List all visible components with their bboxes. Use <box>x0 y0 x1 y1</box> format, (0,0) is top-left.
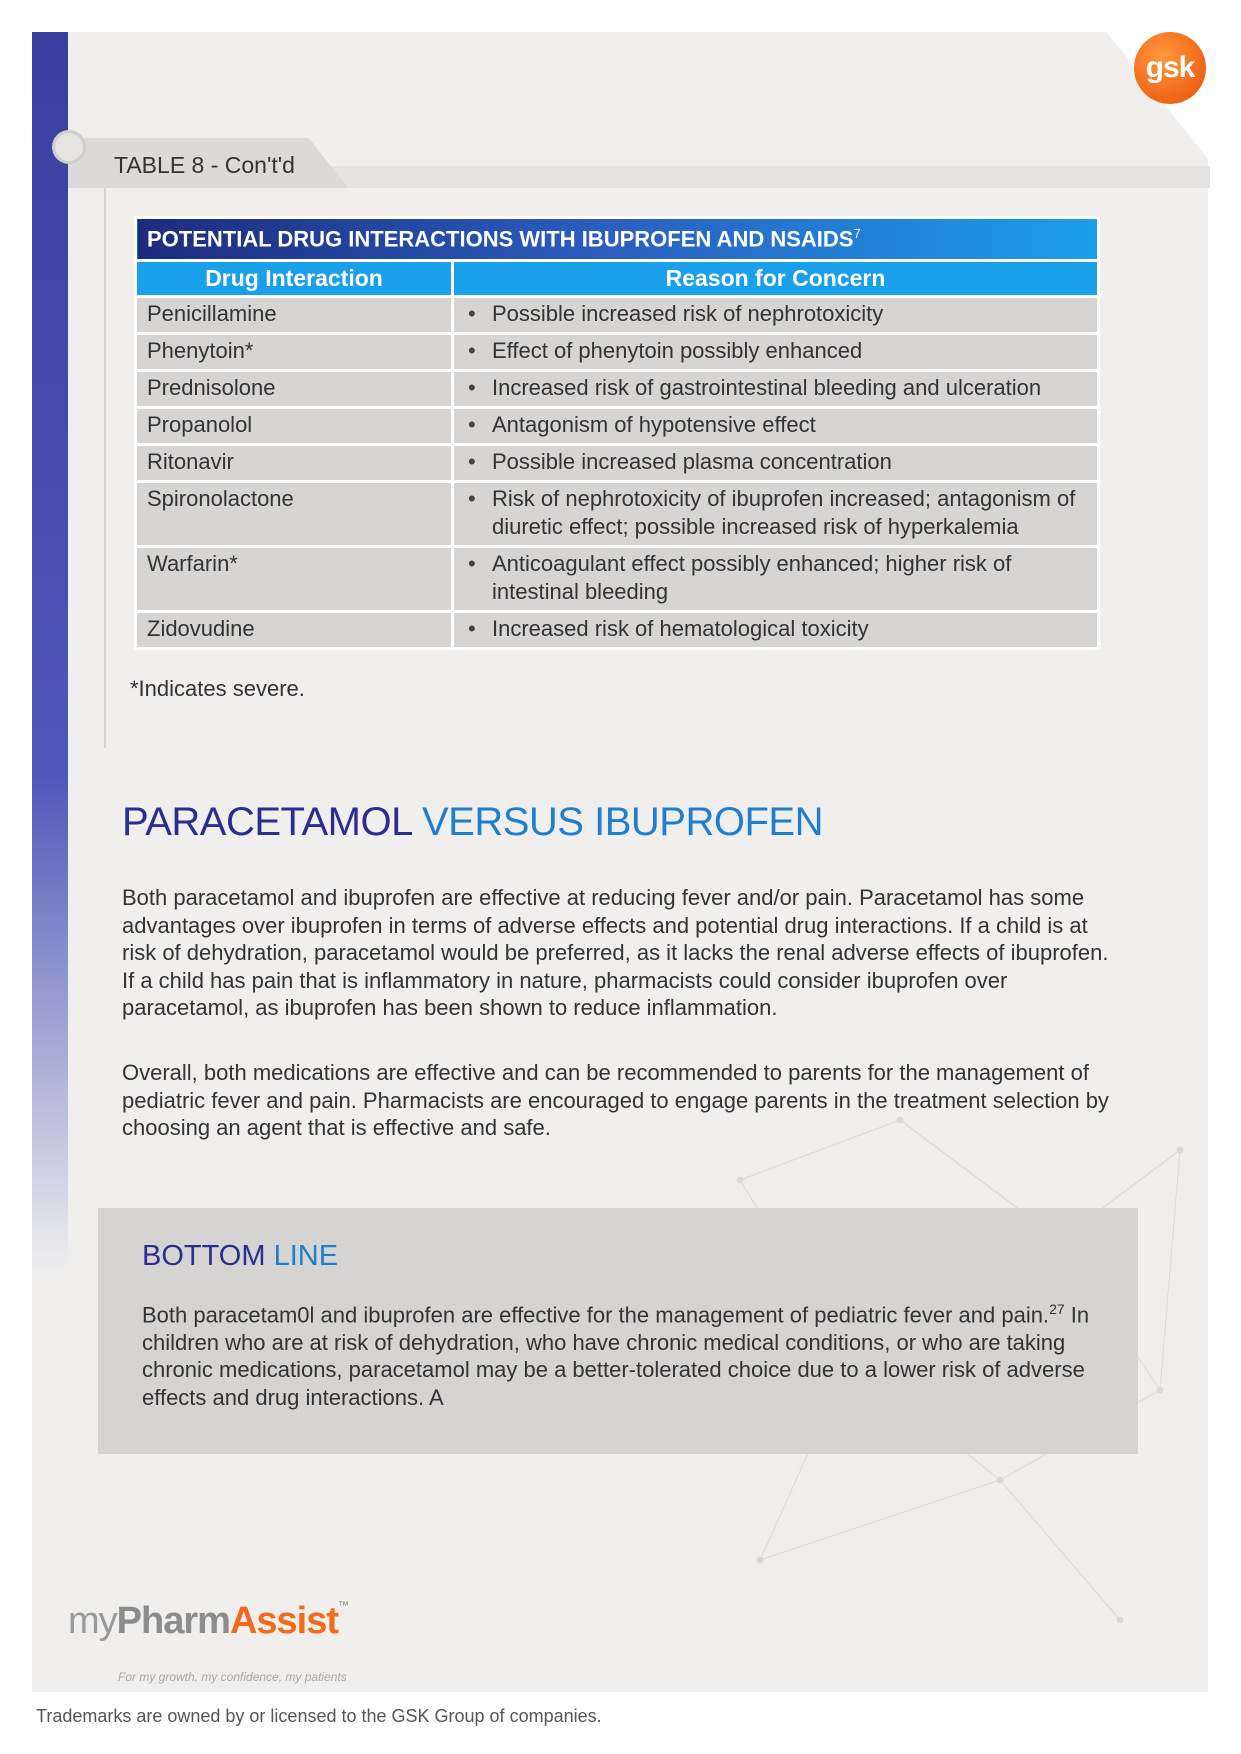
bottom-line-title-part1: BOTTOM <box>142 1240 274 1272</box>
bottom-line-ref: 27 <box>1049 1301 1065 1317</box>
table-row <box>136 482 1099 547</box>
table-title-ref: 7 <box>853 226 861 241</box>
table-title <box>136 218 1099 261</box>
reason-cell: • Possible increased plasma concentration <box>453 445 1099 482</box>
brand-pharm: Pharm <box>116 1600 230 1642</box>
reason-cell: • Increased risk of hematological toxicity <box>453 612 1099 649</box>
gsk-logo <box>1134 32 1206 104</box>
bottom-line-text-1: Both paracetam0l and ibuprofen are effective for the management of pediatric fever and pain. <box>142 1302 1050 1328</box>
table-caption: TABLE 8 - Con't'd <box>114 152 295 178</box>
reason-cell: • Anticoagulant effect possibly enhanced; higher risk of intestinal bleeding <box>453 547 1099 612</box>
bottom-line-text <box>142 1296 1102 1411</box>
trademark-notice: Trademarks are owned by or licensed to the GSK Group of companies. <box>36 1706 602 1726</box>
table-row <box>136 371 1099 408</box>
table-row <box>136 334 1099 371</box>
table-footnote: *Indicates severe. <box>130 676 305 701</box>
bottom-line-text-2: In children who are at risk of dehydration, who have chronic medical conditions, or who are taking chronic medications, paracetamol may be a better-tolerated choice due to a lower risk of adverse effects and drug interactions. A <box>142 1302 1090 1410</box>
drug-interactions-table <box>134 216 1100 650</box>
pin-circle-icon <box>52 130 86 164</box>
table-row <box>136 547 1099 612</box>
section-paragraph-2: Overall, both medications are effective and can be recommended to parents for the management of pediatric fever and pain. Pharmacists are encouraged to engage parents in the treatment selection by choosing an agent that is effective and safe. <box>122 1060 1109 1140</box>
brand-tm: ™ <box>338 1600 348 1612</box>
column-header-drug: Drug Interaction <box>136 261 453 297</box>
section-title-part1: PARACETAMOL <box>122 800 422 844</box>
reason-cell: • Risk of nephrotoxicity of ibuprofen increased; antagonism of diuretic effect; possible increased risk of hyperkalemia <box>453 482 1099 547</box>
drug-cell: Warfarin* <box>136 547 453 612</box>
section-paragraph-1: Both paracetamol and ibuprofen are effective at reducing fever and/or pain. Paracetamol has some advantages over ibuprofen in terms of adverse effects and potential drug interactions. If a child is at risk of dehydration, paracetamol would be preferred, as it lacks the renal adverse effects of ibuprofen. If a child has pain that is inflammatory in nature, pharmacists could consider ibuprofen over paracetamol, as ibuprofen has been shown to reduce inflammation. <box>122 885 1109 1020</box>
drug-cell: Ritonavir <box>136 445 453 482</box>
reason-cell: • Possible increased risk of nephrotoxicity <box>453 297 1099 334</box>
drug-cell: Spironolactone <box>136 482 453 547</box>
table-row <box>136 297 1099 334</box>
drug-cell: Prednisolone <box>136 371 453 408</box>
gsk-logo-text: gsk <box>1145 51 1195 84</box>
bottom-line-title <box>142 1240 338 1273</box>
side-accent-bar <box>32 32 68 1272</box>
table-row <box>136 408 1099 445</box>
reason-cell: • Antagonism of hypotensive effect <box>453 408 1099 445</box>
mypharmassist-logo <box>68 1600 348 1643</box>
column-header-reason: Reason for Concern <box>453 261 1099 297</box>
drug-cell: Zidovudine <box>136 612 453 649</box>
reason-cell: • Effect of phenytoin possibly enhanced <box>453 334 1099 371</box>
table-row <box>136 445 1099 482</box>
drug-cell: Penicillamine <box>136 297 453 334</box>
brand-my: my <box>68 1600 117 1642</box>
brand-assist: Assist <box>229 1600 338 1642</box>
bottom-line-title-part2: LINE <box>273 1240 339 1272</box>
brand-tagline: For my growth, my confidence, my patients <box>118 1670 347 1684</box>
side-connector-line <box>104 188 106 748</box>
header-band <box>330 166 1210 188</box>
reason-cell: • Increased risk of gastrointestinal bleeding and ulceration <box>453 371 1099 408</box>
drug-cell: Phenytoin* <box>136 334 453 371</box>
section-title-part2: VERSUS IBUPROFEN <box>421 800 823 844</box>
section-title <box>122 800 823 845</box>
table-row <box>136 612 1099 649</box>
drug-cell: Propanolol <box>136 408 453 445</box>
table-title-text: POTENTIAL DRUG INTERACTIONS WITH IBUPROFEN AND NSAIDS <box>147 226 854 252</box>
